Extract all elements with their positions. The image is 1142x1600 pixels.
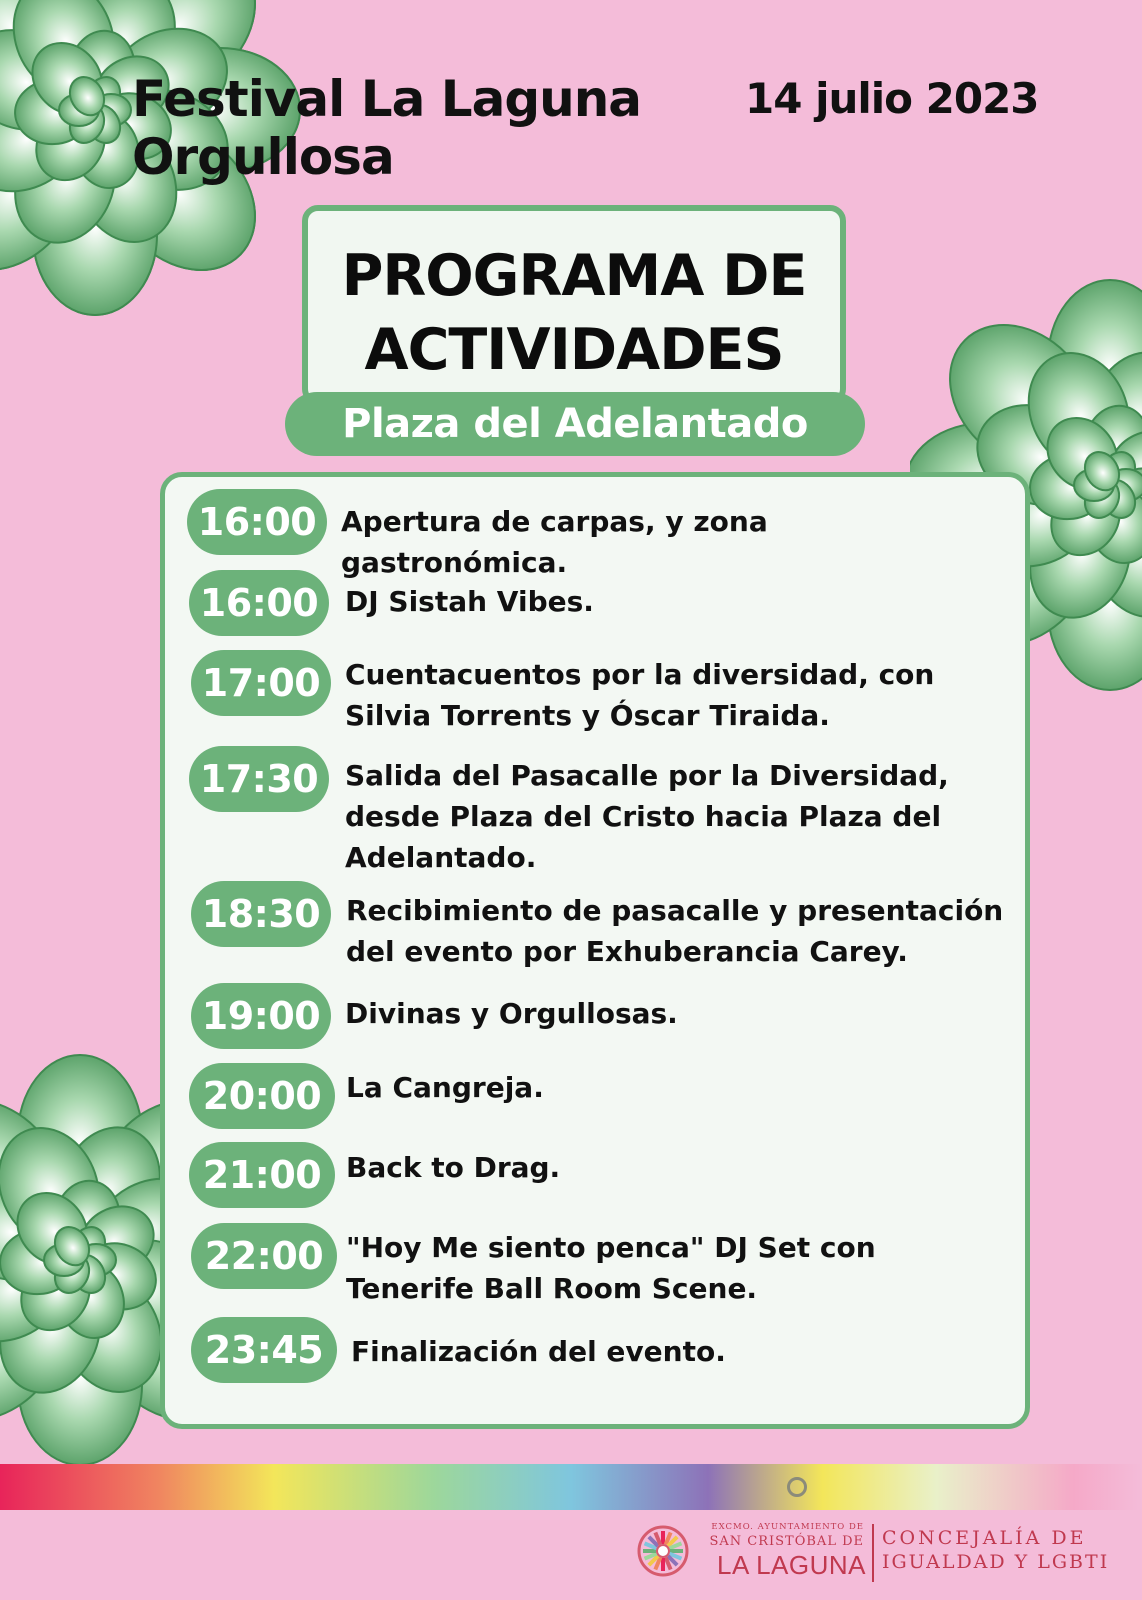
activity-text: Back to Drag. (346, 1151, 561, 1184)
time-badge: 20:00 (189, 1063, 335, 1129)
circle-icon (787, 1477, 807, 1497)
program-title: PROGRAMA DE ACTIVIDADES (341, 243, 807, 383)
concejalia-title: CONCEJALÍA DE (882, 1527, 1087, 1549)
activity-text: Finalización del evento. (351, 1335, 726, 1368)
time-badge: 21:00 (189, 1142, 335, 1208)
time-badge: 23:45 (191, 1317, 337, 1383)
venue-label: Plaza del Adelantado (285, 392, 865, 456)
time-badge: 17:30 (189, 746, 329, 812)
activity-text: Apertura de carpas, y zona gastronómica. (341, 505, 768, 579)
rainbow-stripe (0, 1464, 1142, 1510)
time-badge: 22:00 (191, 1223, 337, 1289)
event-date: 14 julio 2023 (745, 74, 1039, 123)
festival-title: Festival La Laguna Orgullosa (132, 70, 642, 186)
activity-text: DJ Sistah Vibes. (345, 585, 594, 618)
ayuntamiento-name: LA LAGUNA (716, 1550, 866, 1580)
time-badge: 16:00 (189, 570, 329, 636)
logo-divider (872, 1524, 874, 1582)
schedule-panel (160, 472, 1030, 1429)
activity-text: La Cangreja. (346, 1071, 544, 1104)
activity-text: Divinas y Orgullosas. (345, 997, 678, 1030)
time-badge: 19:00 (191, 983, 331, 1049)
activity-text: Recibimiento de pasacalle y presentación del evento por Exhuberancia Carey. (346, 894, 1004, 968)
sun-logo-icon (636, 1524, 690, 1578)
activity-text: Salida del Pasacalle por la Diversidad, desde Plaza del Cristo hacia Plaza del Adelantado. (345, 759, 949, 874)
activity-text: "Hoy Me siento penca" DJ Set con Tenerife Ball Room Scene. (346, 1231, 876, 1305)
concejalia-subtitle: IGUALDAD Y LGBTI (882, 1551, 1110, 1573)
time-badge: 17:00 (191, 650, 331, 716)
time-badge: 18:30 (191, 881, 331, 947)
program-title-box (302, 205, 846, 405)
activity-text: Cuentacuentos por la diversidad, con Silvia Torrents y Óscar Tiraida. (345, 658, 935, 732)
ayuntamiento-label: EXCMO. AYUNTAMIENTO DE (711, 1522, 864, 1532)
time-badge: 16:00 (187, 489, 327, 555)
footer-logo (636, 1518, 1110, 1588)
ayuntamiento-city-label: SAN CRISTÓBAL DE (709, 1534, 864, 1549)
